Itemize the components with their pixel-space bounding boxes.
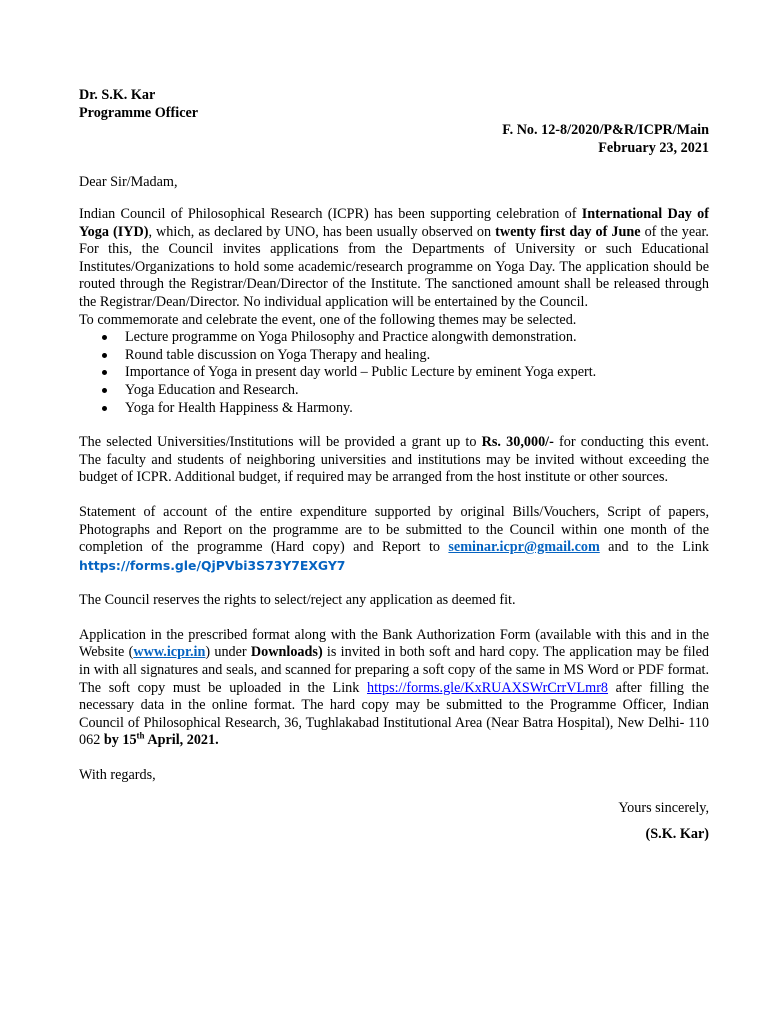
file-number: F. No. 12-8/2020/P&R/ICPR/Main bbox=[502, 122, 709, 138]
list-item: Importance of Yoga in present day world – Public Lecture by eminent Yoga expert. bbox=[125, 364, 709, 382]
text-span: , which, as declared by UNO, has been usually observed on bbox=[148, 223, 496, 240]
text-span: for conducting this event. The faculty and students of neighboring universities and institutions may be invited without exceeding the budget of ICPR. Additional budget, if required may be arranged from the host institute or other sources. bbox=[79, 434, 710, 486]
yours-sincerely: Yours sincerely, bbox=[618, 800, 709, 816]
signature-name: (S.K. Kar) bbox=[645, 826, 709, 842]
text-span: and to the Link bbox=[599, 539, 709, 556]
report-form-link[interactable]: https://forms.gle/QjPVbi3S73Y7EXGY7 bbox=[79, 557, 346, 573]
website-link[interactable]: www.icpr.in bbox=[133, 644, 206, 661]
letter-date: February 23, 2021 bbox=[598, 139, 709, 156]
text-span: ) under bbox=[205, 644, 251, 661]
sender-block bbox=[79, 87, 198, 122]
bold-amount: Rs. 30,000/- bbox=[481, 434, 554, 451]
email-link[interactable]: seminar.icpr@gmail.com bbox=[448, 539, 600, 556]
regards: With regards, bbox=[79, 767, 156, 784]
list-item: Yoga for Health Happiness & Harmony. bbox=[125, 400, 709, 418]
text-span: Indian Council of Philosophical Research (ICPR) has been supporting celebration of bbox=[79, 206, 582, 222]
themes-list bbox=[79, 329, 709, 417]
letter-body bbox=[79, 206, 709, 785]
paragraph-statement bbox=[79, 504, 709, 575]
ordinal-suffix: th bbox=[136, 730, 145, 741]
text-span: Statement of account of the entire expenditure supported by original Bills/Vouchers, Script of papers, Photographs and Report on the programme are to be submitted to the Council within one month of the completion of the programme (Hard copy) and Report to bbox=[79, 503, 709, 556]
application-form-link[interactable]: https://forms.gle/KxRUAXSWrCrrVLmr8 bbox=[367, 679, 609, 696]
text-span: April, 2021. bbox=[144, 732, 219, 749]
list-item: Yoga Education and Research. bbox=[125, 382, 709, 400]
paragraph-rights: The Council reserves the rights to select/reject any application as deemed fit. bbox=[79, 592, 516, 609]
text-span: of the year. For this, the Council invites applications from the Departments of University or such Educational Institutes/Organizations to hold some academic/research programme on Yoga Day. The application should be routed through the Registrar/Dean/Director of the Institute. The sanctioned amount shall be released through the Registrar/Dean/Director. No individual application will be entertained by the Council. bbox=[79, 223, 709, 310]
reference-block bbox=[502, 122, 709, 157]
deadline bbox=[104, 732, 219, 748]
salutation: Dear Sir/Madam, bbox=[79, 174, 178, 190]
text-span: The selected Universities/Institutions will be provided a grant up to bbox=[79, 434, 482, 451]
list-item: Round table discussion on Yoga Therapy and healing. bbox=[125, 347, 709, 365]
sender-designation: Programme Officer bbox=[79, 104, 199, 121]
bold-date: twenty first day of June bbox=[495, 223, 641, 240]
text-span: by 15 bbox=[103, 732, 137, 749]
sender-name: Dr. S.K. Kar bbox=[79, 87, 156, 103]
paragraph-intro bbox=[79, 206, 709, 312]
paragraph-grant bbox=[79, 434, 709, 487]
text-span: Application in the prescribed format along with the Bank Authorization Form (available with this and in the Website ( bbox=[79, 626, 709, 661]
text-span: is invited in both soft and hard copy. The application may be filed in with all signatures and seals, and scanned for preparing a soft copy of the same in MS Word or PDF format. The soft copy must be uploaded in the Link bbox=[79, 644, 710, 696]
paragraph-application bbox=[79, 627, 709, 750]
text-span: after filling the necessary data in the online format. The hard copy may be submitted to the Programme Officer, Indian Council of Philosophical Research, 36, Tughlakabad Institutional Area (Near Batra Hospital), New Delhi- 110 062 bbox=[79, 679, 709, 749]
bold-iyd: International Day of Yoga (IYD) bbox=[79, 206, 710, 240]
themes-intro: To commemorate and celebrate the event, one of the following themes may be selected. bbox=[79, 311, 577, 328]
bold-downloads: Downloads) bbox=[250, 644, 323, 661]
list-item: Lecture programme on Yoga Philosophy and Practice alongwith demonstration. bbox=[125, 329, 709, 347]
